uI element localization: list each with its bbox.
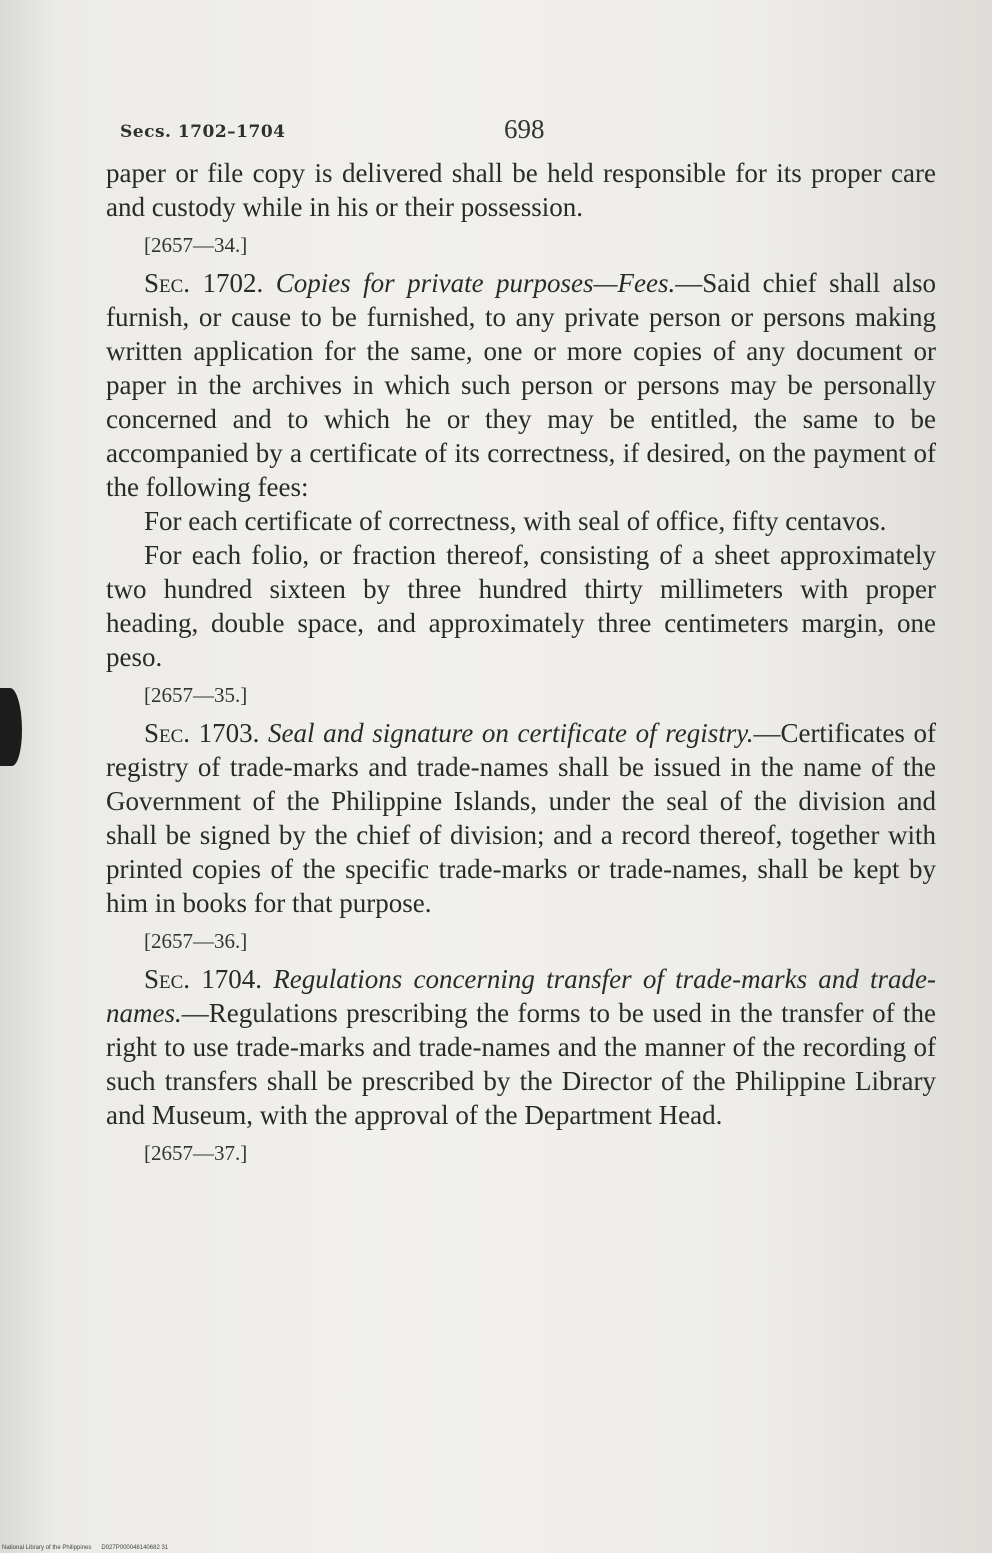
scan-code: D027P000048140682 31 (101, 1545, 169, 1551)
section-text: —Regulations prescribing the forms to be used in the transfer of the right to use trade-marks and trade-names and the manner of the recording of such transfers shall be prescribed by the Director of the Philippine Library and Museum, with the approval of the Department Head. (106, 998, 936, 1130)
section-range: Secs. 1702–1704 (120, 122, 286, 142)
library-credit: National Library of the Philippines (2, 1545, 92, 1551)
section-1703 (106, 716, 936, 920)
continuation-paragraph: paper or file copy is delivered shall be held responsible for its proper care and custody while in his or their possession. (106, 158, 936, 222)
citation: [2657—35.] (144, 683, 248, 707)
section-label: Sec. 1702. (144, 268, 264, 298)
section-text: —Certificates of registry of trade-marks and trade-names shall be issued in the name of the Government of the Philippine Islands, under the seal of the division and shall be signed by the chief of division; and a record thereof, together with printed copies of the specific trade-marks or trade-names, shall be kept by him in books for that purpose. (106, 718, 937, 918)
page-body (106, 156, 936, 1168)
section-label: Sec. 1704. (144, 964, 263, 994)
page-edge-shadow (0, 688, 22, 766)
section-text: —Said chief shall also furnish, or cause to be furnished, to any private person or persons making written application for the same, one or more copies of any document or paper in the archives in which such person or persons may be personally concerned and to which he or they may be entitled, the same to be accompanied by a certificate of its correctness, if desired, on the payment of the following fees: (106, 268, 937, 502)
citation: [2657—37.] (144, 1141, 248, 1165)
section-1702 (106, 266, 936, 504)
section-1704 (106, 962, 936, 1132)
page-header (106, 112, 936, 156)
section-title: Seal and signature on certificate of registry. (268, 718, 754, 748)
scan-credit (2, 1545, 168, 1551)
section-title: Regulations concerning transfer of trade-marks and trade-names. (106, 964, 936, 1028)
citation: [2657—36.] (144, 929, 248, 953)
fee-paragraph: For each certificate of correctness, with seal of office, fifty centavos. (144, 506, 887, 536)
fee-paragraph: For each folio, or fraction thereof, consisting of a sheet approximately two hundred sixteen by three hundred thirty millimeters with proper heading, double space, and approximately three centimeters margin, one peso. (106, 540, 936, 672)
section-label: Sec. 1703. (144, 718, 260, 748)
document-page (106, 112, 936, 1174)
citation: [2657—34.] (144, 233, 248, 257)
page-number: 698 (504, 114, 545, 144)
section-title: Copies for private purposes—Fees. (275, 268, 676, 298)
